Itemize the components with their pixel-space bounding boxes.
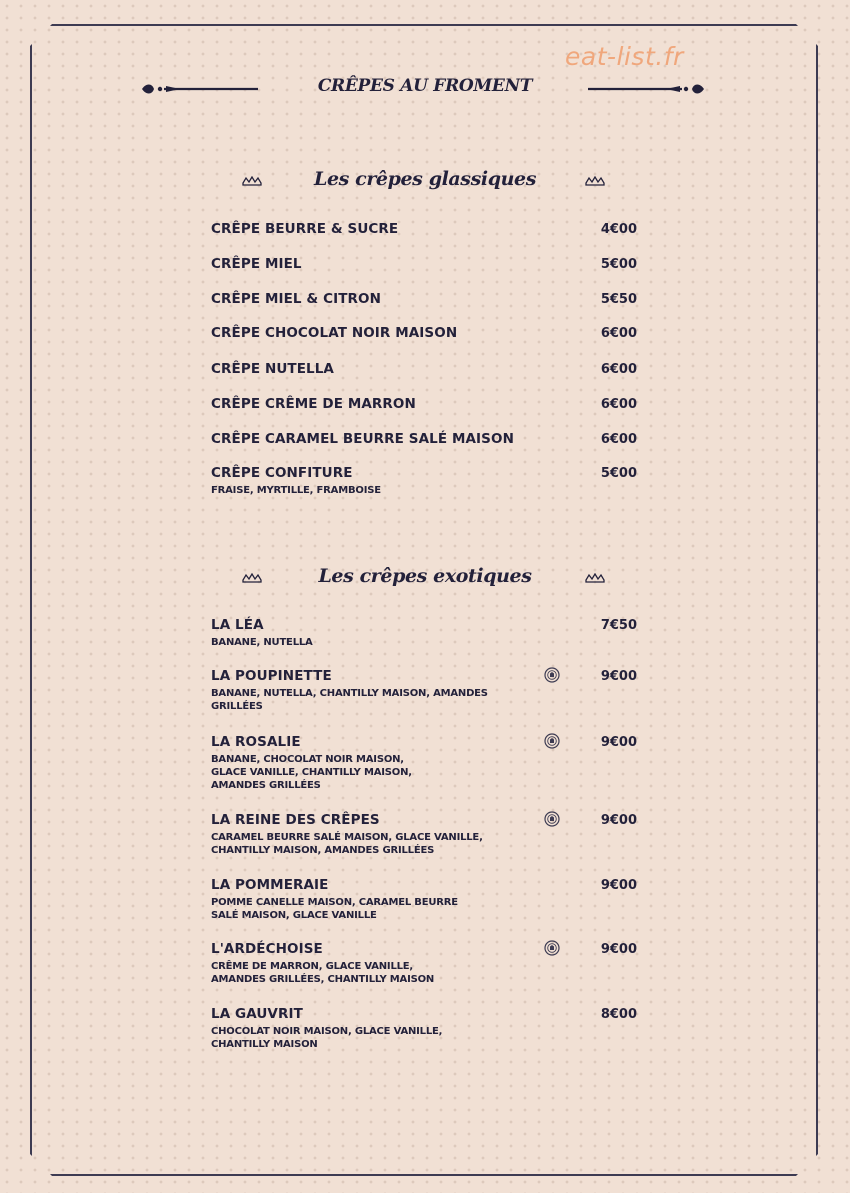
menu-item: [211, 431, 641, 448]
item-price: 7€50: [600, 618, 637, 633]
item-name: CRÊPE CARAMEL BEURRE SALÉ MAISON: [211, 431, 514, 447]
item-description: BANANE, NUTELLA: [211, 637, 313, 648]
item-price: 9€00: [600, 669, 637, 684]
item-description: BANANE, NUTELLA, CHANTILLY MAISON, AMANDES GRILLÉES: [211, 688, 488, 712]
item-name: CRÊPE CHOCOLAT NOIR MAISON: [211, 325, 458, 341]
menu-item: [211, 1006, 641, 1051]
item-price: 8€00: [600, 1007, 637, 1022]
item-price: 9€00: [600, 813, 637, 828]
menu-item: [211, 325, 641, 342]
menu-item: [211, 361, 641, 378]
item-price: 5€00: [600, 466, 637, 481]
item-price: 9€00: [600, 878, 637, 893]
item-description: CHOCOLAT NOIR MAISON, GLACE VANILLE, CHANTILLY MAISON: [211, 1026, 443, 1050]
crown-icon: [585, 573, 605, 583]
menu-item: [211, 877, 641, 922]
item-name: L'ARDÉCHOISE: [211, 941, 323, 957]
chef-medal-icon: [544, 733, 560, 749]
chef-medal-icon: [544, 811, 560, 827]
item-price: 9€00: [600, 735, 637, 750]
watermark: eat-list.fr: [565, 42, 684, 71]
menu-item: [211, 221, 641, 238]
item-name: CRÊPE NUTELLA: [211, 361, 334, 377]
item-description: BANANE, CHOCOLAT NOIR MAISON, GLACE VANILLE, CHANTILLY MAISON, AMANDES GRILLÉES: [211, 754, 412, 791]
item-description: FRAISE, MYRTILLE, FRAMBOISE: [211, 485, 381, 496]
item-price: 5€50: [600, 292, 637, 307]
menu-frame: [30, 24, 818, 1176]
item-name: LA LÉA: [211, 617, 264, 633]
chef-medal-icon: [544, 940, 560, 956]
item-name: CRÊPE CONFITURE: [211, 465, 353, 481]
item-price: 6€00: [600, 326, 637, 341]
item-name: LA POMMERAIE: [211, 877, 329, 893]
item-name: CRÊPE MIEL: [211, 256, 302, 272]
menu-item: [211, 465, 641, 497]
item-price: 5€00: [600, 257, 637, 272]
item-price: 6€00: [600, 432, 637, 447]
page-title: CRÊPES AU FROMENT: [317, 76, 533, 96]
section-title-exotiques: Les crêpes exotiques: [318, 565, 532, 587]
section-title-classiques: Les crêpes glassiques: [313, 168, 537, 190]
item-name: LA POUPINETTE: [211, 668, 332, 684]
menu-item: [211, 941, 641, 986]
menu-item: [211, 812, 641, 857]
item-name: CRÊPE BEURRE & SUCRE: [211, 221, 399, 237]
menu-item: [211, 668, 641, 713]
menu-item: [211, 256, 641, 273]
item-name: LA REINE DES CRÊPES: [211, 812, 380, 828]
item-name: CRÊPE CRÊME DE MARRON: [211, 396, 416, 412]
item-description: CARAMEL BEURRE SALÉ MAISON, GLACE VANILLE, CHANTILLY MAISON, AMANDES GRILLÉES: [211, 832, 483, 856]
item-description: CRÊME DE MARRON, GLACE VANILLE, AMANDES GRILLÉES, CHANTILLY MAISON: [211, 961, 435, 985]
menu-item: [211, 617, 641, 649]
menu-item: [211, 396, 641, 413]
item-name: LA GAUVRIT: [211, 1006, 303, 1022]
menu-item: [211, 734, 641, 792]
chef-medal-icon: [544, 667, 560, 683]
menu-item: [211, 291, 641, 308]
item-price: 9€00: [600, 942, 637, 957]
right-flourish-icon: [586, 80, 706, 98]
item-price: 6€00: [600, 397, 637, 412]
item-description: POMME CANELLE MAISON, CARAMEL BEURRE SALÉ MAISON, GLACE VANILLE: [211, 897, 458, 921]
item-price: 4€00: [600, 222, 637, 237]
item-name: LA ROSALIE: [211, 734, 301, 750]
item-price: 6€00: [600, 362, 637, 377]
item-name: CRÊPE MIEL & CITRON: [211, 291, 382, 307]
crown-icon: [585, 176, 605, 186]
